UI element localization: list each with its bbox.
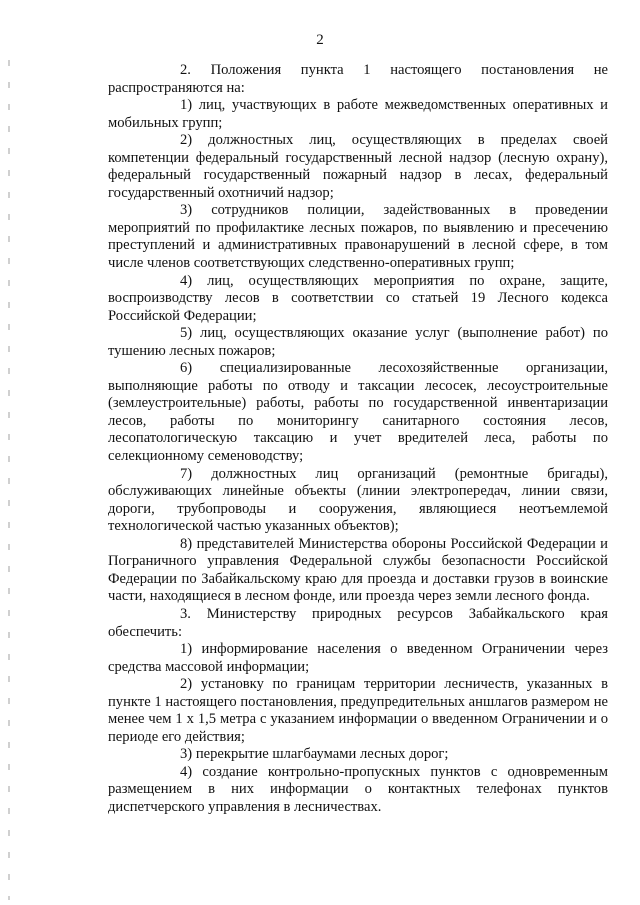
list-item-6 <box>108 360 608 465</box>
list-item-number: 2) <box>180 132 193 149</box>
list-item-3 <box>108 202 608 272</box>
list-item-3-4 <box>108 764 608 817</box>
list-item-number: 1) <box>180 641 193 658</box>
list-item-text: перекрытие шлагбаумами лесных дорог; <box>195 746 449 763</box>
paragraph-number: 2. <box>180 62 191 78</box>
list-item-text: лиц, осуществляющих оказание услуг (выполнение работ) по тушению лесных пожаров; <box>108 325 608 359</box>
list-item-text: лиц, участвующих в работе межведомственных оперативных и мобильных групп; <box>108 97 608 131</box>
list-item-3-1 <box>108 641 608 676</box>
list-item-text: установку по границам территории лесничеств, указанных в пункте 1 настоящего постановления, предупредительных аншлагов размером не менее чем 1 х 1,5 метра с указанием информации о введенном Ограничении и о периоде его действия; <box>108 676 608 745</box>
list-item-text: информирование населения о введенном Ограничении через средства массовой информации; <box>108 641 608 675</box>
list-item-number: 3) <box>180 202 193 219</box>
list-item-number: 5) <box>180 325 193 342</box>
list-item-7 <box>108 466 608 536</box>
list-item-4 <box>108 273 608 326</box>
paragraph-text: Положения пункта 1 настоящего постановления не распространяются на: <box>108 62 608 96</box>
list-item-3-3 <box>108 746 608 764</box>
list-item-number: 4) <box>180 272 193 289</box>
list-item-8 <box>108 536 608 606</box>
list-item-5 <box>108 325 608 360</box>
document-body <box>108 62 608 817</box>
list-item-number: 3) <box>180 746 193 763</box>
paragraph-number: 3. <box>180 605 191 622</box>
list-item-number: 1) <box>180 97 193 114</box>
list-item-text: сотрудников полиции, задействованных в проведении мероприятий по профилактике лесных пожаров, по выявлению и пресечению преступлений и административных правонарушений в лесной сфере, в том числе членов соответствующих следственно-оперативных групп; <box>108 202 608 272</box>
paragraph-3 <box>108 606 608 641</box>
list-item-2 <box>108 132 608 202</box>
paragraph-2 <box>108 62 608 97</box>
list-item-text: должностных лиц, осуществляющих в пределах своей компетенции федеральный государственный лесной надзор (лесную охрану), федеральный государственный пожарный надзор в лесах, федеральный государственный охотничий надзор; <box>108 132 608 201</box>
list-item-number: 6) <box>180 360 193 377</box>
list-item-1 <box>108 97 608 132</box>
paragraph-text: Министерству природных ресурсов Забайкальского края обеспечить: <box>108 605 608 640</box>
page-number: 2 <box>316 32 324 48</box>
list-item-text: создание контрольно-пропускных пунктов с одновременным размещением в них информации о контактных телефонах пунктов диспетчерского управления в лесничествах. <box>108 763 608 815</box>
list-item-number: 2) <box>180 676 193 693</box>
scan-edge-marks <box>8 60 10 900</box>
list-item-text: специализированные лесохозяйственные организации, выполняющие работы по отводу и таксации лесосек, лесоустроительные (землеустроительные) работы, работы по государственной инвентаризации лесов, работы по мониторингу санитарного состояния лесов, лесопатологическую таксацию и учет вредителей леса, работы по селекционному семеноводству; <box>108 360 608 465</box>
list-item-text: представителей Министерства обороны Российской Федерации и Пограничного управления Федеральной службы безопасности Российской Федерации по Забайкальскому краю для проезда и доставки грузов в воинские части, находящиеся в лесном фонде, или проезда через земли лесного фонда. <box>108 535 608 605</box>
list-item-text: должностных лиц организаций (ремонтные бригады), обслуживающих линейные объекты (линии электропередач, линии связи, дороги, трубопроводы и сооружения, являющиеся неотъемлемой технологической частью указанных объектов); <box>108 465 608 535</box>
list-item-text: лиц, осуществляющих мероприятия по охране, защите, воспроизводству лесов в соответствии со статьей 19 Лесного кодекса Российской Федерации; <box>108 272 608 324</box>
list-item-number: 8) <box>180 535 193 552</box>
list-item-3-2 <box>108 676 608 746</box>
list-item-number: 7) <box>180 465 193 482</box>
list-item-number: 4) <box>180 763 193 780</box>
